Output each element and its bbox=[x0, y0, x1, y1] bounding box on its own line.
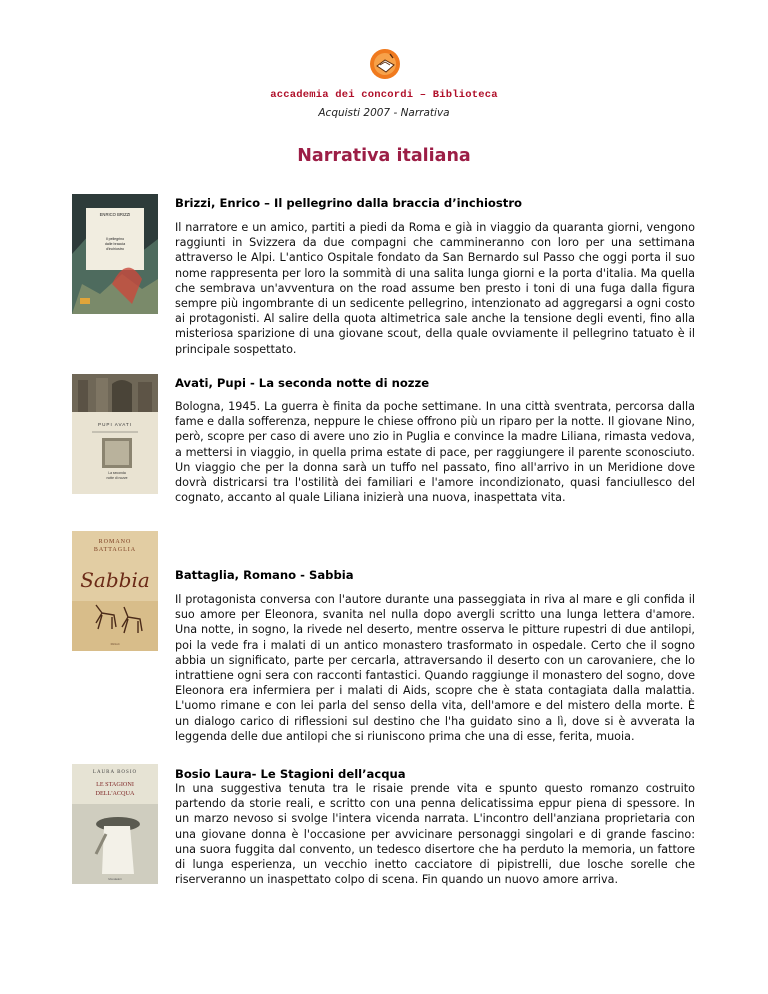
svg-text:Rizzoli: Rizzoli bbox=[110, 642, 120, 646]
header-title: accademia dei concordi – Biblioteca bbox=[270, 89, 498, 101]
book-description-avati: Bologna, 1945. La guerra è finita da poche settimane. In una città sventrata, percorsa dalla fame e dalla sofferenza, neppure le chiese offrono più un riparo per la notte. Il giovane Nino, però, scopre per caso di avere uno zio in Puglia e convince la madre Liliana, rimasta vedova, a mettersi in viaggio, in quella prima estate di pace, per raggiungere il parente sconosciuto. Un viaggio che per la donna sarà un tuffo nel passato, fino all'arrivo in un Meridione dove dovrà districarsi tra l'ostilità dei familiari e l'amore incondizionato, quasi fanciullesco del cognato, accanto al quale Liliana inizierà una nuova, inaspettata vita. bbox=[175, 400, 695, 505]
svg-text:DELL'ACQUA: DELL'ACQUA bbox=[95, 790, 135, 797]
svg-text:dalle braccia: dalle braccia bbox=[104, 242, 126, 246]
svg-text:BATTAGLIA: BATTAGLIA bbox=[93, 547, 137, 553]
cover-title-text: Sabbia bbox=[80, 568, 150, 592]
svg-text:La seconda: La seconda bbox=[108, 471, 126, 475]
svg-text:Il pellegrino: Il pellegrino bbox=[105, 237, 125, 241]
book-cover-battaglia bbox=[72, 531, 158, 651]
svg-text:d'inchiostro: d'inchiostro bbox=[105, 247, 125, 251]
section-title: Narrativa italiana bbox=[297, 146, 471, 166]
book-title-bosio: Bosio Laura- Le Stagioni dell’acqua bbox=[175, 767, 406, 781]
cover-author-text: ENRICO BRIZZI bbox=[99, 212, 131, 217]
cover-author-text: PUPI AVATI bbox=[98, 422, 132, 427]
book-title-brizzi: Brizzi, Enrico – Il pellegrino dalla braccia d’inchiostro bbox=[175, 196, 523, 210]
svg-text:Mondadori: Mondadori bbox=[108, 877, 122, 881]
book-cover-avati bbox=[72, 374, 158, 494]
svg-text:notte di nozze: notte di nozze bbox=[106, 476, 128, 480]
book-description-battaglia: Il protagonista conversa con l'autore durante una passeggiata in riva al mare e gli confida il suo amore per Eleonora, svanita nel nulla dopo avergli scritto una lunga lettera d'amore. Una notte, in sogno, la rivede nel deserto, mentre osserva le pitture rupestri di due antilopi, poi la vede fra i malati di un antico monastero trasformato in ospedale. Certo che il sogno abbia un significato, parte per cercarla, attraversando il deserto con un carovaniere, che lo intrattiene ogni sera con racconti fantastici. Quando raggiunge il monastero del sogno, dove Eleonora era infermiera per i malati di Aids, scopre che è stata contagiata dalla malattia. L'uomo rimane e con lei parla del senso della vita, dell'amore e del mistero della morte. È un dialogo carico di riflessioni sul destino che l'ha guidato sino a lì, dove si è avverata la leggenda delle due antilopi che si riuniscono prima che una di esse, ferita, muoia. bbox=[175, 593, 695, 743]
book-title-battaglia: Battaglia, Romano - Sabbia bbox=[175, 568, 354, 582]
book-description-brizzi: Il narratore e un amico, partiti a piedi da Roma e già in viaggio da quaranta giorni, vengono raggiunti in Svizzera da due compagni che cammineranno con loro per una settimana attraverso le Alpi. L'antico Ospitale fondato da San Bernardo sul Passo che oggi porta il suo nome rappresenta per loro la sommità di una salita lunga giorni e la porta d'italia. Ma quella che sembrava un'avventura on the road assume ben presto i toni di una fuga dalla figura sempre più ingombrante di un sedicente pellegrino, intenzionato ad aggregarsi a ogni costo ai protagonisti. Al salire della quota altimetrica sale anche la tensione degli eventi, fino alla misteriosa sparizione di una giovane scout, della quale ovviamente il pellegrino tatuato è il principale sospettato. bbox=[175, 221, 695, 356]
book-cover-bosio bbox=[72, 764, 158, 884]
book-description-bosio: In una suggestiva tenuta tra le risaie prende vita e spunto questo romanzo costruito partendo da storie reali, e scritto con una penna delicatissima eppur piena di spessore. In un marzo nevoso si svolge l'intera vicenda narrata. L'incontro dell'anziana proprietaria con una giovane donna è l'occasione per avvicinare personaggi singolari e di grande fascino: una suora fuggita dal convento, un tedesco disertore che ha perduto la memoria, un fattore di lunga esperienza, un vecchio inetto cacciatore di pipistrelli, due losche sorelle che riserveranno un inaspettato colpo di scena. Fin quando un nuovo amore arriva. bbox=[175, 782, 695, 887]
book-title-avati: Avati, Pupi - La seconda notte di nozze bbox=[175, 376, 430, 390]
cover-author-text: LAURA BOSIO bbox=[92, 770, 138, 775]
svg-text:ROMANO: ROMANO bbox=[98, 539, 132, 545]
library-logo bbox=[368, 46, 402, 82]
svg-text:LE STAGIONI: LE STAGIONI bbox=[96, 781, 134, 788]
book-cover-brizzi bbox=[72, 194, 158, 314]
header-subtitle: Acquisti 2007 - Narrativa bbox=[318, 107, 450, 119]
